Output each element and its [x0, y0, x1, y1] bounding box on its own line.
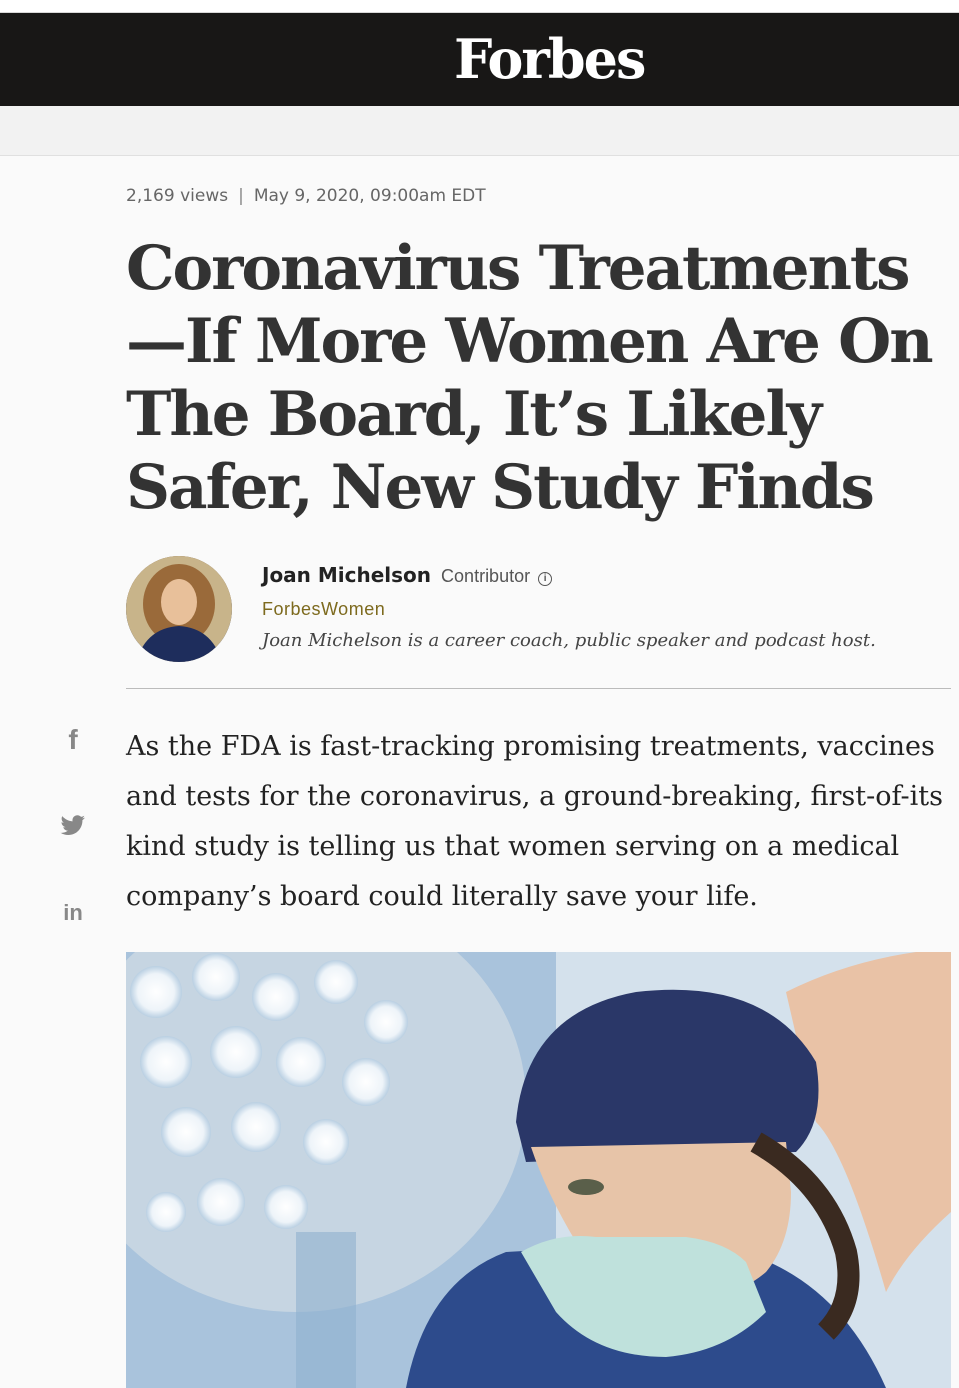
sub-navigation-bar [0, 106, 959, 156]
byline-divider [126, 688, 951, 689]
forbes-logo[interactable]: Forbes [454, 27, 645, 91]
author-byline [262, 563, 876, 651]
author-name-link[interactable]: Joan Michelson [262, 563, 432, 587]
facebook-icon[interactable]: f [68, 724, 78, 755]
publish-date: May 9, 2020, 09:00am EDT [253, 186, 486, 206]
author-avatar[interactable] [126, 556, 232, 662]
article-lead-paragraph: As the FDA is fast-tracking promising treatments, vaccines and tests for the coronavirus, a ground-breaking, first-of-its kind study is telling us that women serving on a medical company’s board could literally save your life. [126, 731, 944, 912]
author-bio: Joan Michelson is a career coach, public speaker and podcast host. [262, 630, 876, 651]
view-count: 2,169 views [126, 186, 229, 206]
info-icon[interactable]: i [538, 572, 552, 586]
surgeon-photo [126, 952, 951, 1388]
channel-link[interactable]: ForbesWomen [262, 599, 386, 619]
linkedin-icon[interactable]: in [63, 900, 83, 925]
author-role: Contributor [441, 566, 531, 586]
article-headline: Coronavirus Treatments—If More Women Are On The Board, It’s Likely Safer, New Study Finds [126, 233, 932, 523]
article-meta [126, 186, 486, 206]
masthead [0, 13, 959, 106]
twitter-icon[interactable] [58, 815, 88, 842]
meta-separator: | [238, 186, 244, 206]
browser-top-strip [0, 0, 959, 13]
author-photo [126, 556, 232, 662]
hero-image [126, 952, 951, 1388]
